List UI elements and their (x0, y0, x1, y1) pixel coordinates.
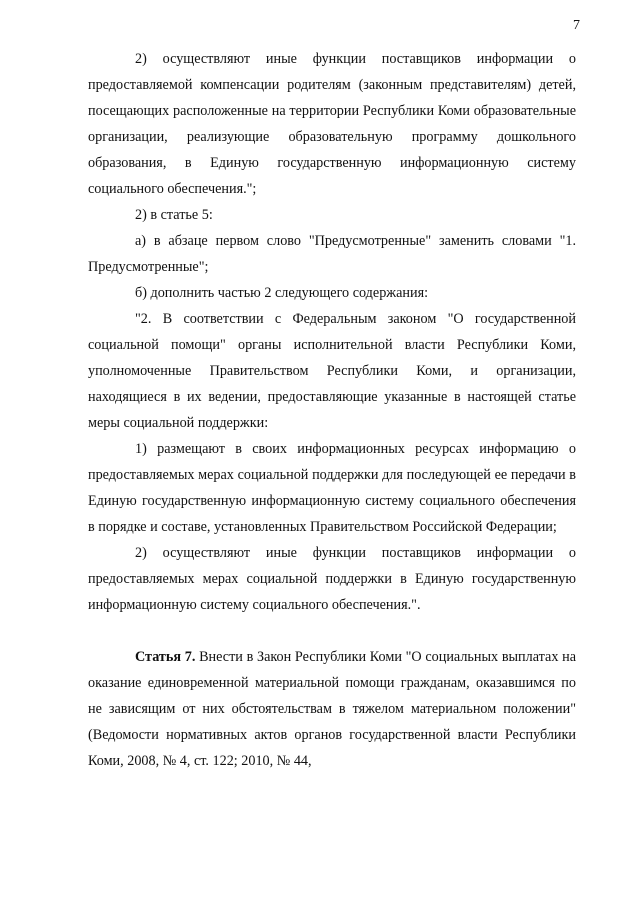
paragraph-part-2: "2. В соответствии с Федеральным законом "О государственной социальной помощи" органы исполнительной власти Республики Коми, уполномоченные Правительством Республики Коми, и организации, находящиеся в их ведении, предоставляющие указанные в настоящей статье меры социальной поддержки: (88, 311, 576, 431)
paragraph-item-2-functions: 2) осуществляют иные функции поставщиков информации о предоставляемой компенсации родителям (законным представителям) детей, посещающих расположенные на территории Республики Коми образовательные организации, реализующие образовательную программу дошкольного образования, в Единую государственную информационную систему социального обеспечения."; (88, 51, 576, 197)
page-number: 7 (573, 18, 580, 33)
paragraph-article-5-heading: 2) в статье 5: (135, 207, 213, 223)
paragraph-subitem-a: а) в абзаце первом слово "Предусмотренные" заменить словами "1. Предусмотренные"; (88, 233, 576, 275)
article-7-text: Внести в Закон Республики Коми "О социальных выплатах на оказание единовременной материальной помощи гражданам, оказавшимся по не зависящим от них обстоятельствам в тяжелом материальном положении" (Ведомости нормативных актов органов государственной власти Республики Коми, 2008, № 4, ст. 122; 2010, № 44, (88, 649, 576, 769)
document-body (88, 46, 576, 774)
article-7-label: Статья 7. (135, 649, 196, 665)
article-7-paragraph (88, 644, 576, 774)
paragraph-part-2-item-2: 2) осуществляют иные функции поставщиков информации о предоставляемых мерах социальной поддержки в Единую государственную информационную систему социального обеспечения.". (88, 545, 576, 613)
paragraph-part-2-item-1: 1) размещают в своих информационных ресурсах информацию о предоставляемых мерах социальной поддержки для последующей ее передачи в Единую государственную информационную систему социального обеспечения в порядке и составе, установленных Правительством Российской Федерации; (88, 441, 576, 535)
paragraph-subitem-b: б) дополнить частью 2 следующего содержания: (135, 285, 429, 301)
